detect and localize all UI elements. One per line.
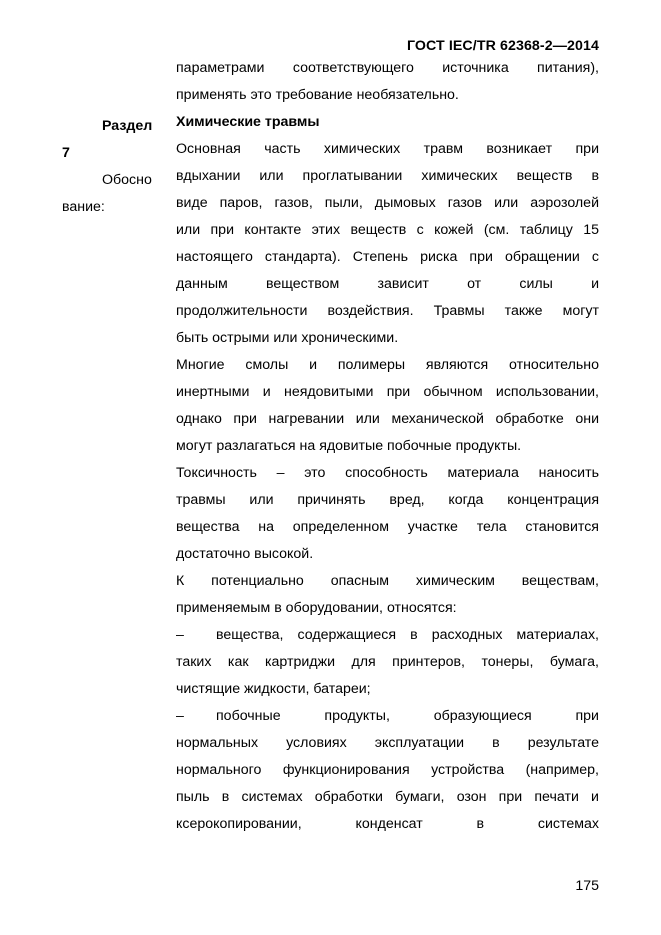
list-item-first-line bbox=[176, 708, 599, 735]
paragraph-3 bbox=[176, 465, 599, 573]
text-line: продолжительности воздействия. Травмы также могут bbox=[176, 303, 599, 319]
section-label: Раздел bbox=[102, 118, 153, 134]
paragraph-1 bbox=[176, 141, 599, 357]
text-line: К потенциально опасным химическим веществам, bbox=[176, 573, 599, 589]
paragraph-4 bbox=[176, 573, 599, 627]
text-line: параметрами соответствующего источника питания), bbox=[176, 60, 599, 76]
text-line: ксерокопировании, конденсат в системах bbox=[176, 816, 599, 832]
text-line: или при контакте этих веществ с кожей (см. таблицу 15 bbox=[176, 222, 599, 238]
intro-paragraph bbox=[176, 60, 599, 114]
rationale-label: Обосно bbox=[102, 172, 152, 188]
paragraph-2 bbox=[176, 357, 599, 465]
text-line: вдыхании или проглатывании химических веществ в bbox=[176, 168, 599, 184]
list-item bbox=[176, 708, 599, 843]
text-line: могут разлагаться на ядовитые побочные продукты. bbox=[176, 438, 522, 454]
page-number: 175 bbox=[575, 878, 599, 894]
text-line: таких как картриджи для принтеров, тонеры, бумага, bbox=[176, 654, 599, 670]
text-line: быть острыми или хроническими. bbox=[176, 330, 399, 346]
text-line: достаточно высокой. bbox=[176, 546, 314, 562]
text-line: применяемым в оборудовании, относятся: bbox=[176, 600, 457, 616]
text-line: чистящие жидкости, батареи; bbox=[176, 681, 371, 697]
text-line: Основная часть химических травм возникает при bbox=[176, 141, 599, 157]
section-number: 7 bbox=[62, 145, 70, 161]
text-line: пыль в системах обработки бумаги, озон при печати и bbox=[176, 789, 599, 805]
text-line: Многие смолы и полимеры являются относительно bbox=[176, 357, 599, 373]
text-line: вещества, содержащиеся в расходных материалах, bbox=[216, 627, 599, 643]
text-line: травмы или причинять вред, когда концентрация bbox=[176, 492, 599, 508]
running-header: ГОСТ IEC/TR 62368-2—2014 bbox=[406, 38, 599, 54]
text-line: побочные продукты, образующиеся при bbox=[216, 708, 599, 724]
text-line: применять это требование необязательно. bbox=[176, 87, 459, 103]
section-title: Химические травмы bbox=[176, 114, 320, 130]
main-text bbox=[176, 60, 599, 843]
text-line: вещества на определенном участке тела становится bbox=[176, 519, 599, 535]
text-line: настоящего стандарта). Степень риска при обращении с bbox=[176, 249, 599, 265]
list-dash: – bbox=[176, 708, 184, 724]
text-line: нормальных условиях эксплуатации в результате bbox=[176, 735, 599, 751]
text-line: виде паров, газов, пыли, дымовых газов или аэрозолей bbox=[176, 195, 599, 211]
text-line: нормального функционирования устройства (например, bbox=[176, 762, 599, 778]
rationale-label-continued: вание: bbox=[62, 199, 105, 215]
list-item bbox=[176, 627, 599, 708]
text-line: однако при нагревании или механической обработке они bbox=[176, 411, 599, 427]
list-dash: – bbox=[176, 627, 184, 643]
text-line: инертными и неядовитыми при обычном использовании, bbox=[176, 384, 599, 400]
text-line: данным веществом зависит от силы и bbox=[176, 276, 599, 292]
text-line: Токсичность – это способность материала наносить bbox=[176, 465, 599, 481]
list-item-first-line bbox=[176, 627, 599, 654]
